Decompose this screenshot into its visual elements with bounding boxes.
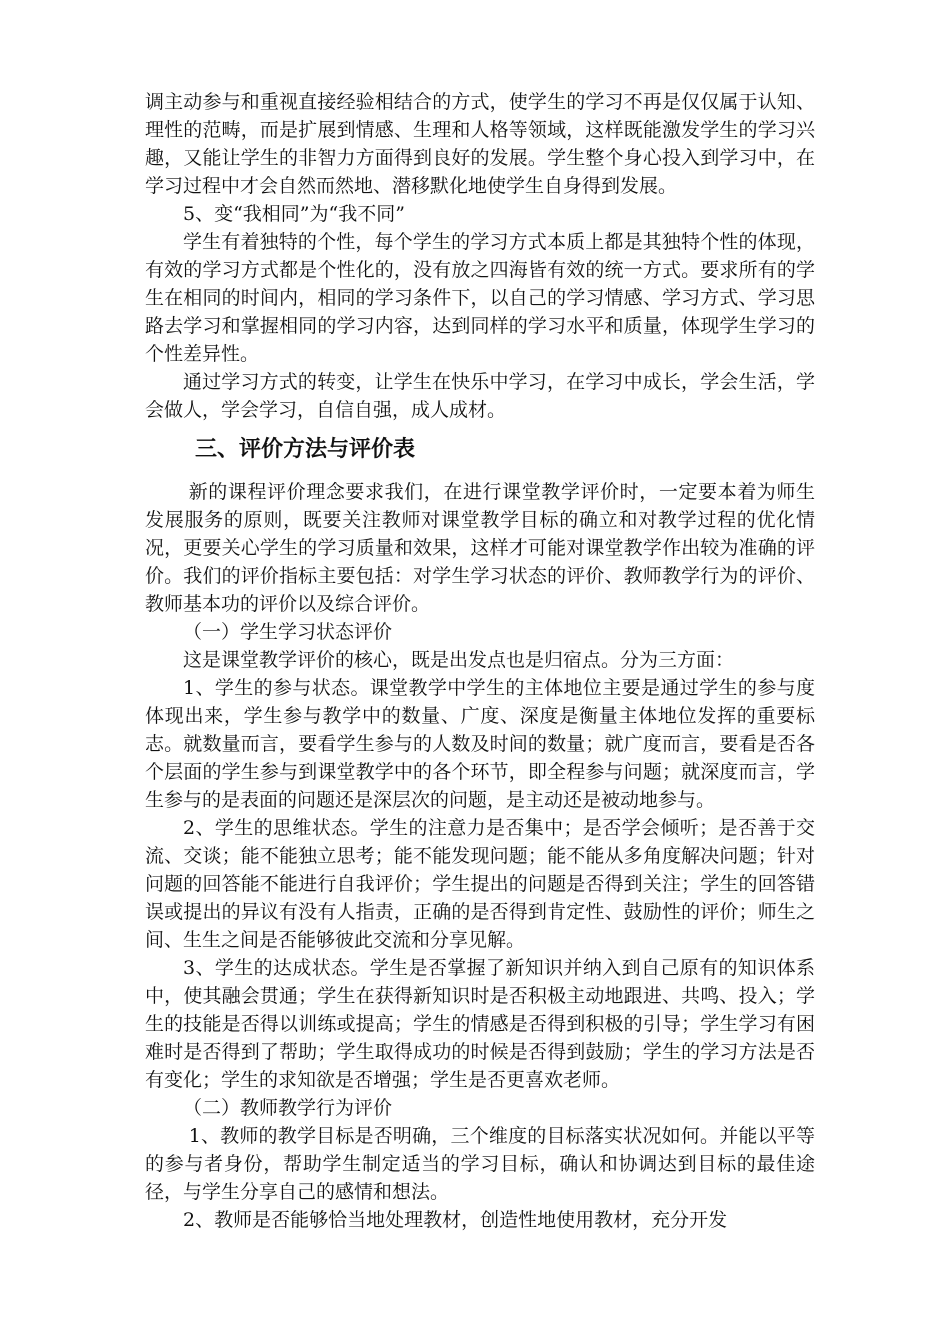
paragraph-teaching-goal: 1、教师的教学目标是否明确，三个维度的目标落实状况如何。并能以平等的参与者身份，帮助学生制定适当的学习目标，确认和协调达到目标的最佳途径，与学生分享自己的感情和想法。 (145, 1125, 815, 1203)
paragraph-textbook: 2、教师是否能够恰当地处理教材，创造性地使用教材，充分开发 (183, 1209, 728, 1231)
paragraph-thinking: 2、学生的思维状态。学生的注意力是否集中；是否学会倾听；是否善于交流、交谈；能不能独立思考；能不能发现问题；能不能从多角度解决问题；针对问题的回答能不能进行自我评价；学生提出的问题是否得到关注；学生的回答错误或提出的异议有没有人指责，正确的是否得到肯定性、鼓励性的评价；师生之间、生生之间是否能够彼此交流和分享见解。 (145, 817, 815, 951)
paragraph-achievement: 3、学生的达成状态。学生是否掌握了新知识并纳入到自己原有的知识体系中，使其融会贯通；学生在获得新知识时是否积极主动地跟进、共鸣、投入；学生的技能是否得以训练或提高；学生的情感是否得到积极的引导；学生学习有困难时是否得到了帮助；学生取得成功的时候是否得到鼓励；学生的学习方法是否有变化；学生的求知欲是否增强；学生是否更喜欢老师。 (145, 957, 815, 1091)
paragraph-participation: 1、学生的参与状态。课堂教学中学生的主体地位主要是通过学生的参与度体现出来，学生参与教学中的数量、广度、深度是衡量主体地位发挥的重要标志。就数量而言，要看学生参与的人数及时间的数量；就广度而言，要看是否各个层面的学生参与到课堂教学中的各个环节，即全程参与问题；就深度而言，学生参与的是表面的问题还是深层次的问题，是主动还是被动地参与。 (145, 677, 815, 811)
paragraph-individuality: 学生有着独特的个性，每个学生的学习方式本质上都是其独特个性的体现，有效的学习方式都是个性化的，没有放之四海皆有效的统一方式。要求所有的学生在相同的时间内，相同的学习条件下，以自己的学习情感、学习方式、学习思路去学习和掌握相同的学习内容，达到同样的学习水平和质量，体现学生学习的个性差异性。 (145, 231, 815, 365)
subheading-five: 5、变“我相同”为“我不同” (183, 203, 405, 225)
paragraph-learning-style: 调主动参与和重视直接经验相结合的方式，使学生的学习不再是仅仅属于认知、理性的范畴，而是扩展到情感、生理和人格等领域，这样既能激发学生的学习兴趣，又能让学生的非智力方面得到良好的发展。学生整个身心投入到学习中，在学习过程中才会自然而然地、潜移默化地使学生自身得到发展。 (145, 91, 815, 197)
section-heading-evaluation: 三、评价方法与评价表 (195, 437, 416, 462)
subheading-student-state: （一）学生学习状态评价 (183, 621, 393, 643)
paragraph-evaluation-concept: 新的课程评价理念要求我们，在进行课堂教学评价时，一定要本着为师生发展服务的原则，既要关注教师对课堂教学目标的确立和对教学过程的优化情况，更要关心学生的学习质量和效果，这样才可能对课堂教学作出较为准确的评价。我们的评价指标主要包括：对学生学习状态的评价、教师教学行为的评价、教师基本功的评价以及综合评价。 (145, 481, 815, 615)
subheading-teacher-behavior: （二）教师教学行为评价 (183, 1097, 393, 1119)
document-page (145, 88, 815, 1234)
paragraph-core: 这是课堂教学评价的核心，既是出发点也是归宿点。分为三方面： (183, 649, 735, 671)
paragraph-transformation: 通过学习方式的转变，让学生在快乐中学习，在学习中成长，学会生活，学会做人，学会学习，自信自强，成人成材。 (145, 371, 815, 421)
